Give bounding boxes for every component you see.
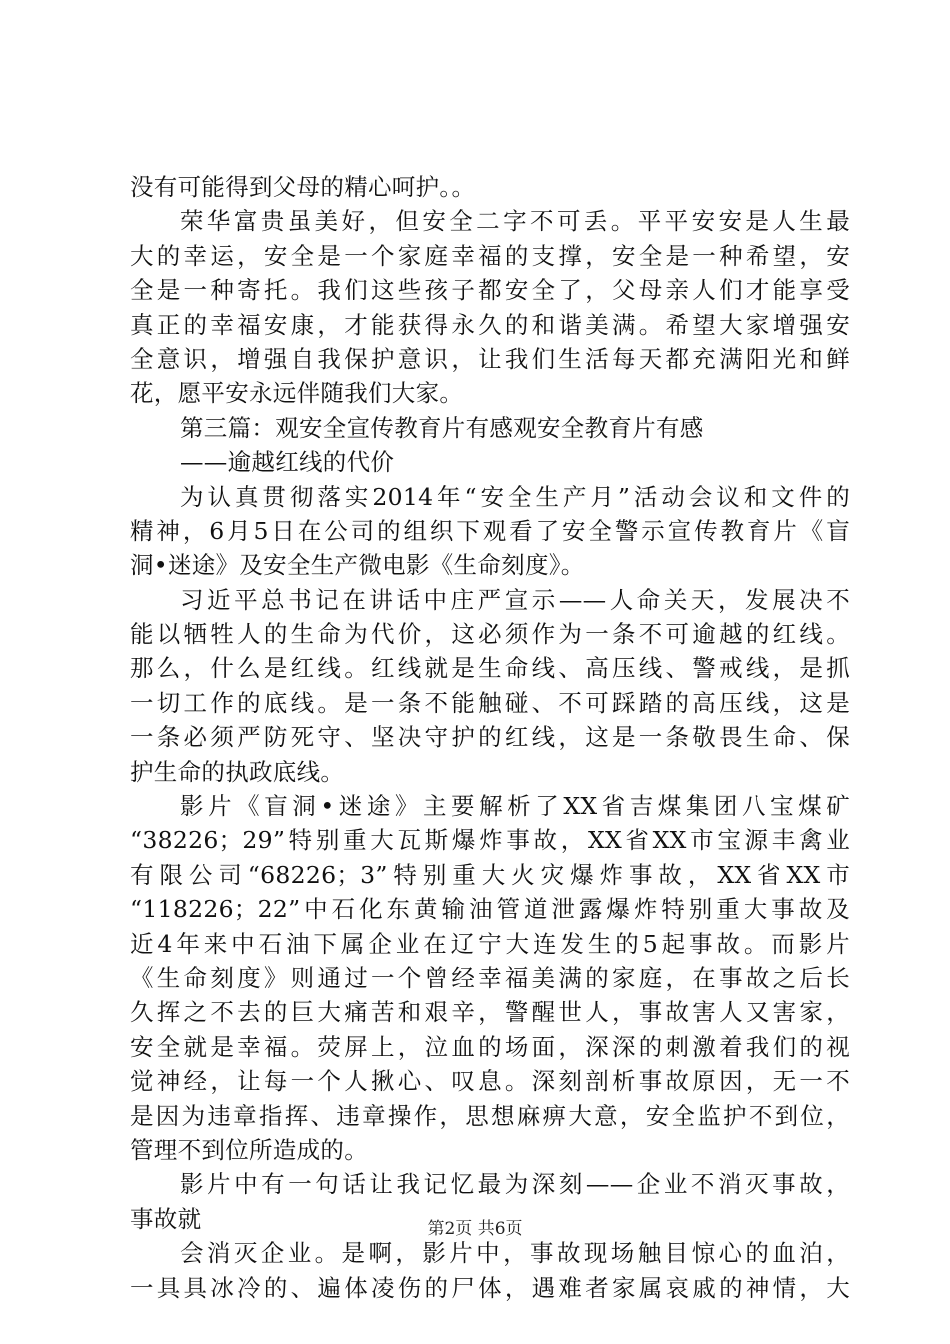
text-line: 护生命的执政底线。 [130, 757, 345, 786]
text-line: 荣华富贵虽美好，但安全二字不可丢。平平安安是人生最 [180, 207, 850, 236]
text-line: 花，愿平安永远伴随我们大家。 [130, 379, 464, 408]
text-line: 一具具冰冷的、遍体凌伤的尸体，遇难者家属哀戚的神情，大 [130, 1273, 850, 1302]
text-line: “118226；22”中石化东黄输油管道泄露爆炸特别重大事故及 [130, 895, 850, 924]
text-line: 一条必须严防死守、坚决守护的红线，这是一条敬畏生命、保 [130, 723, 850, 752]
page-footer [0, 1214, 950, 1239]
text-line: 真正的幸福安康，才能获得永久的和谐美满。希望大家增强安 [130, 310, 850, 339]
text-line: 第三篇：观安全宣传教育片有感观安全教育片有感 [180, 413, 704, 442]
text-line: 《生命刻度》则通过一个曾经幸福美满的家庭，在事故之后长 [130, 963, 850, 992]
text-line: 久挥之不去的巨大痛苦和艰辛，警醒世人，事故害人又害家， [130, 998, 850, 1027]
text-line: 大的幸运，安全是一个家庭幸福的支撑，安全是一种希望，安 [130, 241, 850, 270]
page-number-label: 第2页 共6页 [427, 1219, 523, 1239]
text-line: ——逾越红线的代价 [180, 448, 395, 477]
text-line: 是因为违章指挥、违章操作，思想麻痹大意，安全监护不到位， [130, 1101, 850, 1130]
text-line: “38226；29”特别重大瓦斯爆炸事故，XX省XX市宝源丰禽业 [130, 826, 850, 855]
text-line: 近4年来中石油下属企业在辽宁大连发生的5起事故。而影片 [130, 929, 850, 958]
text-line: 习近平总书记在讲话中庄严宣示——人命关天，发展决不 [180, 585, 850, 614]
text-line: 觉神经，让每一个人揪心、叹息。深刻剖析事故原因，无一不 [130, 1067, 850, 1096]
text-line: 能以牺牲人的生命为代价，这必须作为一条不可逾越的红线。 [130, 620, 850, 649]
text-line: 全意识，增强自我保护意识，让我们生活每天都充满阳光和鲜 [130, 344, 850, 373]
text-line: 有限公司“68226；3”特别重大火灾爆炸事故，XX省XX市 [130, 860, 850, 889]
text-line: 事故就 [130, 1204, 202, 1233]
text-line: 洞•迷途》及安全生产微电影《生命刻度》。 [130, 551, 585, 580]
text-line: 影片《盲洞•迷途》主要解析了XX省吉煤集团八宝煤矿 [180, 792, 850, 821]
text-line: 全是一种寄托。我们这些孩子都安全了，父母亲人们才能享受 [130, 276, 850, 305]
document-body [130, 170, 850, 1305]
text-line: 管理不到位所造成的。 [130, 1135, 368, 1164]
text-line: 精神，6月5日在公司的组织下观看了安全警示宣传教育片《盲 [130, 516, 850, 545]
text-line: 为认真贯彻落实2014年“安全生产月”活动会议和文件的 [180, 482, 850, 511]
text-line: 那么，什么是红线。红线就是生命线、高压线、警戒线，是抓 [130, 654, 850, 683]
text-line: 一切工作的底线。是一条不能触碰、不可踩踏的高压线，这是 [130, 688, 850, 717]
text-line: 安全就是幸福。荧屏上，泣血的场面，深深的刺激着我们的视 [130, 1032, 850, 1061]
text-line: 没有可能得到父母的精心呵护。。 [130, 173, 476, 201]
text-line: 会消灭企业。是啊，影片中，事故现场触目惊心的血泊， [180, 1239, 850, 1268]
text-line: 影片中有一句话让我记忆最为深刻——企业不消灭事故， [180, 1170, 850, 1199]
